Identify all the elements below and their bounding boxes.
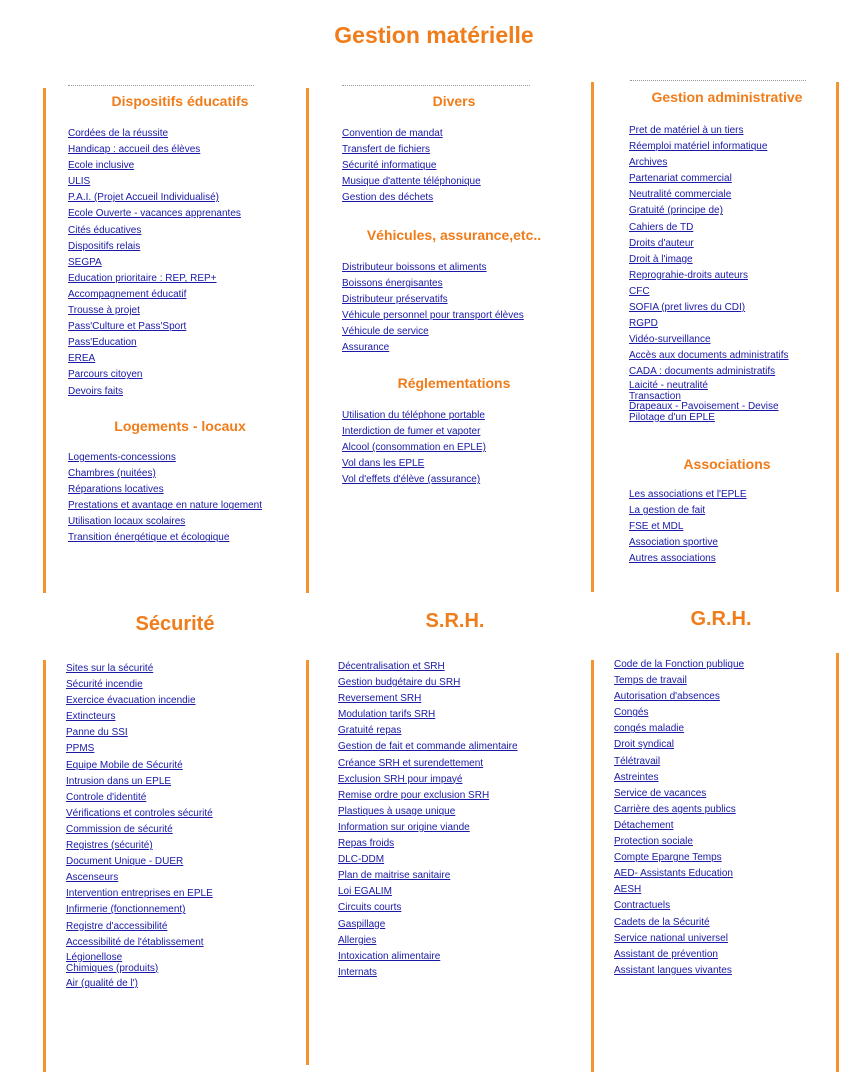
section-title-reglementations: Réglementations — [397, 375, 511, 391]
nav-link[interactable]: Drapeaux - Pavoisement - Devise — [629, 401, 779, 412]
list-item — [66, 870, 213, 886]
list-item — [338, 917, 518, 933]
list-item — [66, 725, 213, 741]
nav-link[interactable]: Registres (sécurité) — [66, 840, 153, 852]
nav-link[interactable]: Chambres (nuitées) — [68, 468, 156, 480]
dotted-separator — [68, 85, 254, 86]
nav-link[interactable]: Assistant langues vivantes — [614, 964, 732, 976]
list-item — [342, 174, 481, 190]
nav-link[interactable]: Congés — [614, 707, 649, 719]
list-item — [629, 364, 789, 380]
list-item — [614, 802, 744, 818]
list-item — [68, 319, 241, 335]
dispositifs-links — [68, 126, 241, 400]
nav-link[interactable]: Musique d'attente téléphonique — [342, 176, 481, 188]
nav-link[interactable]: Sécurité informatique — [342, 160, 437, 172]
list-item — [338, 949, 518, 965]
list-item — [68, 498, 262, 514]
nav-link[interactable]: Trousse à projet — [68, 305, 140, 317]
list-item — [342, 308, 524, 324]
nav-link[interactable]: Temps de travail — [614, 675, 687, 687]
divider-bar — [591, 82, 594, 592]
nav-link[interactable]: Pilotage d'un EPLE — [629, 411, 715, 423]
list-item — [614, 786, 744, 802]
section-title-divers: Divers — [432, 93, 476, 109]
list-item — [342, 276, 524, 292]
list-item — [614, 737, 744, 753]
nav-link[interactable]: Pass'Education — [68, 337, 137, 349]
list-item — [614, 657, 744, 673]
nav-link[interactable]: Droit à l'image — [629, 253, 693, 265]
list-item — [338, 739, 518, 755]
list-item — [66, 693, 213, 709]
list-item — [614, 882, 744, 898]
nav-link[interactable]: Information sur origine viande — [338, 821, 470, 833]
associations-links — [629, 487, 747, 567]
nav-link[interactable]: Cordées de la réussite — [68, 128, 169, 139]
nav-link[interactable]: Intoxication alimentaire — [338, 950, 441, 962]
nav-link[interactable]: Assurance — [342, 342, 390, 354]
nav-link[interactable]: Gestion de fait et commande alimentaire — [338, 741, 518, 753]
list-item — [68, 126, 241, 142]
nav-link[interactable]: Décentralisation et SRH — [338, 661, 445, 672]
list-item — [68, 303, 241, 319]
gestion-admin-links — [629, 123, 789, 381]
nav-link[interactable]: Modulation tarifs SRH — [338, 709, 436, 721]
list-item — [629, 284, 789, 300]
nav-link[interactable]: Distributeur préservatifs — [342, 294, 448, 306]
list-item — [66, 758, 213, 774]
list-item — [614, 770, 744, 786]
nav-link[interactable]: Service national universel — [614, 932, 728, 944]
section-title-associations: Associations — [683, 456, 771, 472]
list-item — [342, 472, 486, 488]
nav-link[interactable]: Autorisation d'absences — [614, 691, 720, 703]
nav-link[interactable]: Partenariat commercial — [629, 173, 732, 185]
list-item — [66, 774, 213, 790]
nav-link[interactable]: Reprograhie-droits auteurs — [629, 269, 748, 281]
list-item — [338, 852, 518, 868]
list-item — [614, 673, 744, 689]
nav-link[interactable]: Réemploi matériel informatique — [629, 141, 768, 153]
section-title-vehicules: Véhicules, assurance,etc.. — [366, 227, 542, 243]
list-item — [342, 456, 486, 472]
list-item — [68, 158, 241, 174]
nav-link[interactable]: Accompagnement éducatif — [68, 288, 187, 300]
list-item — [614, 754, 744, 770]
nav-link[interactable]: ULIS — [68, 176, 91, 188]
nav-link[interactable]: Dispositifs relais — [68, 240, 141, 252]
securite-links-tight — [66, 953, 158, 974]
reglementations-links — [342, 408, 486, 488]
nav-link[interactable]: Exclusion SRH pour impayé — [338, 773, 463, 785]
list-item — [66, 709, 213, 725]
nav-link[interactable]: Plan de maitrise sanitaire — [338, 870, 451, 882]
nav-link[interactable]: Gratuité repas — [338, 725, 402, 737]
list-item — [68, 287, 241, 303]
nav-link[interactable]: Ecole Ouverte - vacances apprenantes — [68, 208, 241, 220]
nav-link[interactable]: Droit syndical — [614, 739, 675, 751]
divers-links — [342, 126, 481, 206]
divider-bar — [43, 660, 46, 1072]
list-item — [68, 174, 241, 190]
gestion-admin-links-tight — [629, 381, 779, 423]
nav-link[interactable]: SOFIA (pret livres du CDI) — [629, 302, 746, 314]
nav-link[interactable]: Transition énergétique et écologique — [68, 532, 230, 544]
list-item — [629, 268, 789, 284]
list-item — [66, 919, 213, 935]
nav-link[interactable]: Sites sur la sécurité — [66, 663, 154, 674]
list-item — [629, 413, 779, 424]
nav-link[interactable]: Protection sociale — [614, 836, 693, 848]
list-item — [66, 661, 213, 677]
nav-link[interactable]: Equipe Mobile de Sécurité — [66, 759, 183, 771]
section-title-grh: G.R.H. — [690, 608, 752, 630]
nav-link[interactable]: Contractuels — [614, 900, 671, 912]
nav-link[interactable]: Prestations et avantage en nature logement — [68, 500, 263, 512]
list-item — [68, 384, 241, 400]
list-item — [68, 466, 262, 482]
list-item — [66, 935, 213, 951]
list-item — [68, 530, 262, 546]
list-item — [629, 123, 789, 139]
nav-link[interactable]: Reversement SRH — [338, 693, 422, 705]
list-item — [629, 503, 747, 519]
list-item — [338, 772, 518, 788]
list-item — [614, 866, 744, 882]
nav-link[interactable]: Intrusion dans un EPLE — [66, 775, 172, 787]
nav-link[interactable]: Devoirs faits — [68, 385, 124, 397]
section-title-logements: Logements - locaux — [114, 418, 246, 434]
list-item — [614, 689, 744, 705]
nav-link[interactable]: Neutralité commerciale — [629, 189, 732, 201]
nav-link[interactable]: Convention de mandat — [342, 128, 443, 139]
list-item — [629, 203, 789, 219]
nav-link[interactable]: Allergies — [338, 934, 377, 946]
divider-bar — [43, 88, 46, 593]
list-item — [629, 535, 747, 551]
nav-link[interactable]: Interdiction de fumer et vapoter — [342, 426, 481, 438]
nav-link[interactable]: Astreintes — [614, 771, 659, 783]
list-item — [66, 806, 213, 822]
divider-bar — [306, 88, 309, 593]
list-item — [68, 190, 241, 206]
list-item — [338, 707, 518, 723]
list-item — [342, 260, 524, 276]
nav-link[interactable]: Boissons énergisantes — [342, 278, 443, 290]
list-item — [66, 854, 213, 870]
nav-link[interactable]: Ecole inclusive — [68, 160, 135, 172]
nav-link[interactable]: Parcours citoyen — [68, 369, 143, 381]
list-item — [342, 340, 524, 356]
list-item — [68, 367, 241, 383]
list-item — [68, 271, 241, 287]
list-item — [629, 551, 747, 567]
nav-link[interactable]: Pret de matériel à un tiers — [629, 125, 744, 136]
divider-bar — [836, 653, 839, 1072]
list-item — [68, 450, 262, 466]
nav-link[interactable]: Handicap : accueil des élèves — [68, 144, 201, 156]
list-item — [629, 220, 789, 236]
list-item — [66, 677, 213, 693]
nav-link[interactable]: Code de la Fonction publique — [614, 659, 745, 670]
list-item — [629, 348, 789, 364]
list-item — [614, 705, 744, 721]
nav-link[interactable]: Cahiers de TD — [629, 221, 694, 233]
list-item — [629, 332, 789, 348]
nav-link[interactable]: Cités éducatives — [68, 224, 142, 236]
nav-link[interactable]: Gestion budgétaire du SRH — [338, 677, 461, 689]
nav-link[interactable]: Intervention entreprises en EPLE — [66, 888, 213, 900]
vehicules-links — [342, 260, 524, 357]
list-item — [629, 487, 747, 503]
nav-link[interactable]: PPMS — [66, 743, 95, 755]
dotted-separator — [342, 85, 530, 86]
nav-link[interactable]: Laicité - neutralité — [629, 380, 708, 391]
list-item — [629, 187, 789, 203]
nav-link[interactable]: Repas froids — [338, 838, 395, 850]
nav-link[interactable]: P.A.I. (Projet Accueil Individualisé) — [68, 192, 220, 204]
nav-link[interactable]: Télétravail — [614, 755, 661, 767]
list-item — [614, 898, 744, 914]
list-item — [338, 804, 518, 820]
nav-link[interactable]: Distributeur boissons et aliments — [342, 262, 487, 273]
list-item — [66, 741, 213, 757]
list-item — [614, 947, 744, 963]
nav-link[interactable]: Chimiques (produits) — [66, 962, 159, 974]
list-item — [342, 440, 486, 456]
list-item — [338, 965, 518, 981]
nav-link[interactable]: Vol dans les EPLE — [342, 458, 425, 470]
list-item — [629, 171, 789, 187]
dotted-separator — [630, 80, 806, 81]
nav-link[interactable]: Panne du SSI — [66, 727, 128, 739]
nav-link[interactable]: RGPD — [629, 318, 658, 330]
section-title-securite: Sécurité — [135, 613, 215, 635]
nav-link[interactable]: Extincteurs — [66, 711, 116, 723]
nav-link[interactable]: Circuits courts — [338, 902, 402, 914]
list-item — [342, 408, 486, 424]
nav-link[interactable]: Gaspillage — [338, 918, 386, 930]
list-item — [342, 324, 524, 340]
list-item — [66, 838, 213, 854]
nav-link[interactable]: Gratuité (principe de) — [629, 205, 723, 217]
grh-links — [614, 657, 744, 979]
list-item — [342, 424, 486, 440]
section-title-gestion-admin: Gestion administrative — [651, 89, 803, 105]
list-item — [614, 721, 744, 737]
nav-link[interactable]: Pass'Culture et Pass'Sport — [68, 321, 187, 333]
nav-link[interactable]: Légionellose — [66, 952, 123, 963]
nav-link[interactable]: Plastiques à usage unique — [338, 805, 456, 817]
list-item — [338, 836, 518, 852]
nav-link[interactable]: Droits d'auteur — [629, 237, 694, 249]
nav-link[interactable]: Ascenseurs — [66, 872, 119, 884]
list-item — [338, 756, 518, 772]
nav-link[interactable]: Compte Epargne Temps — [614, 852, 722, 864]
list-item — [338, 868, 518, 884]
nav-link[interactable]: Utilisation du téléphone portable — [342, 410, 485, 421]
list-item — [342, 142, 481, 158]
list-item — [629, 155, 789, 171]
nav-link[interactable]: Assistant de prévention — [614, 948, 718, 960]
list-item — [338, 900, 518, 916]
nav-link[interactable]: congés maladie — [614, 723, 685, 735]
nav-link[interactable]: Air (qualité de l') — [66, 978, 138, 989]
nav-link[interactable]: Infirmerie (fonctionnement) — [66, 904, 186, 916]
nav-link[interactable]: Logements-concessions — [68, 452, 176, 463]
list-item — [338, 884, 518, 900]
list-item — [68, 239, 241, 255]
nav-link[interactable]: Loi EGALIM — [338, 886, 392, 898]
list-item — [342, 190, 481, 206]
nav-link[interactable]: Gestion des déchets — [342, 192, 434, 204]
list-item — [614, 834, 744, 850]
nav-link[interactable]: Transaction — [629, 390, 681, 402]
list-item — [66, 822, 213, 838]
page-title: Gestion matérielle — [334, 22, 534, 48]
nav-link[interactable]: CADA : documents administratifs — [629, 366, 776, 378]
nav-link[interactable]: Archives — [629, 157, 668, 169]
list-item — [629, 519, 747, 535]
list-item — [66, 790, 213, 806]
nav-link[interactable]: AED- Assistants Education — [614, 868, 733, 880]
nav-link[interactable]: Véhicule personnel pour transport élèves — [342, 310, 524, 322]
nav-link[interactable]: DLC-DDM — [338, 854, 385, 866]
list-item — [68, 223, 241, 239]
list-item — [68, 142, 241, 158]
list-item — [68, 255, 241, 271]
nav-link[interactable]: Commission de sécurité — [66, 823, 173, 835]
nav-link[interactable]: Document Unique - DUER — [66, 856, 184, 868]
nav-link[interactable]: EREA — [68, 353, 96, 365]
list-item — [629, 300, 789, 316]
nav-link[interactable]: Accès aux documents administratifs — [629, 350, 789, 362]
list-item — [66, 902, 213, 918]
list-item — [614, 963, 744, 979]
nav-link[interactable]: Association sportive — [629, 537, 718, 549]
list-item — [66, 976, 138, 992]
list-item — [342, 158, 481, 174]
list-item — [629, 316, 789, 332]
nav-link[interactable]: Controle d'identité — [66, 791, 147, 803]
list-item — [338, 788, 518, 804]
list-item — [614, 915, 744, 931]
list-item — [68, 514, 262, 530]
list-item — [66, 886, 213, 902]
list-item — [629, 139, 789, 155]
logements-links — [68, 450, 262, 547]
nav-link[interactable]: SEGPA — [68, 256, 102, 268]
nav-link[interactable]: Remise ordre pour exclusion SRH — [338, 789, 490, 801]
nav-link[interactable]: Utilisation locaux scolaires — [68, 516, 186, 528]
nav-link[interactable]: Accessibilité de l'établissement — [66, 936, 204, 948]
nav-link[interactable]: CFC — [629, 285, 650, 297]
nav-link[interactable]: Vidéo-surveillance — [629, 334, 711, 346]
list-item — [68, 335, 241, 351]
list-item — [342, 126, 481, 142]
nav-link[interactable]: La gestion de fait — [629, 505, 706, 517]
nav-link[interactable]: Internats — [338, 966, 377, 978]
nav-link[interactable]: Autres associations — [629, 553, 716, 565]
list-item — [338, 933, 518, 949]
nav-link[interactable]: Les associations et l'EPLE — [629, 489, 747, 500]
divider-bar — [306, 660, 309, 1065]
list-item — [338, 675, 518, 691]
list-item — [629, 236, 789, 252]
srh-links — [338, 659, 518, 981]
section-title-dispositifs: Dispositifs éducatifs — [111, 93, 249, 109]
nav-link[interactable]: Education prioritaire : REP, REP+ — [68, 272, 217, 284]
list-item — [342, 292, 524, 308]
nav-link[interactable]: Registre d'accessibilité — [66, 920, 168, 932]
section-title-srh: S.R.H. — [425, 610, 485, 632]
nav-link[interactable]: Transfert de fichiers — [342, 144, 430, 156]
list-item — [338, 820, 518, 836]
divider-bar — [591, 660, 594, 1072]
nav-link[interactable]: Sécurité incendie — [66, 679, 143, 691]
nav-link[interactable]: Réparations locatives — [68, 484, 164, 496]
nav-link[interactable]: Alcool (consommation en EPLE) — [342, 442, 486, 454]
list-item — [68, 482, 262, 498]
nav-link[interactable]: Véhicule de service — [342, 326, 429, 338]
list-item — [629, 252, 789, 268]
nav-link[interactable]: Exercice évacuation incendie — [66, 695, 196, 707]
list-item — [338, 691, 518, 707]
nav-link[interactable]: Service de vacances — [614, 787, 707, 799]
list-item — [614, 818, 744, 834]
securite-links — [66, 661, 213, 951]
list-item — [68, 351, 241, 367]
list-item — [338, 723, 518, 739]
nav-link[interactable]: Cadets de la Sécurité — [614, 916, 710, 928]
nav-link[interactable]: Vol d'effets d'élève (assurance) — [342, 474, 481, 486]
list-item — [614, 931, 744, 947]
list-item — [614, 850, 744, 866]
divider-bar — [836, 82, 839, 592]
nav-link[interactable]: Vérifications et controles sécurité — [66, 807, 213, 819]
list-item — [338, 659, 518, 675]
nav-link[interactable]: Carrière des agents publics — [614, 803, 736, 815]
nav-link[interactable]: Détachement — [614, 819, 674, 831]
securite-links-tail — [66, 976, 138, 992]
list-item — [68, 206, 241, 222]
nav-link[interactable]: AESH — [614, 884, 642, 896]
nav-link[interactable]: Créance SRH et surendettement — [338, 757, 484, 769]
list-item — [66, 964, 158, 975]
nav-link[interactable]: FSE et MDL — [629, 521, 684, 533]
